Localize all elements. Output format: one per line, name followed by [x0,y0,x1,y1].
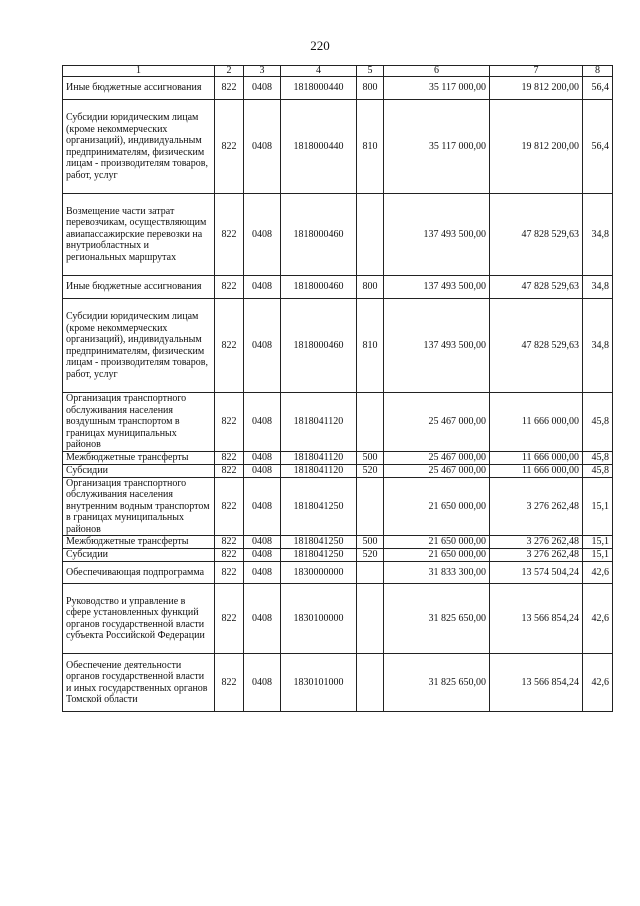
row-section-cell: 0408 [244,451,281,464]
row-type-cell: 520 [357,549,384,562]
row-type-cell [357,393,384,452]
table-row [63,549,613,562]
header-cell: 3 [244,66,281,77]
row-name-cell: Субсидии юридическим лицам (кроме некоммерческих организаций), индивидуальным предпринимателям, физическим лицам - производителям товаров, работ, услуг [63,100,215,194]
row-actual-cell: 19 812 200,00 [490,100,583,194]
header-cell: 6 [384,66,490,77]
table-row [63,477,613,536]
row-name-cell: Организация транспортного обслуживания населения воздушным транспортом в границах муниципальных районов [63,393,215,452]
table-row [63,100,613,194]
row-name-cell: Субсидии [63,464,215,477]
row-target-cell: 1830100000 [281,584,357,654]
row-code-cell: 822 [215,584,244,654]
row-plan-cell: 31 825 650,00 [384,654,490,712]
row-type-cell: 800 [357,276,384,299]
row-code-cell: 822 [215,654,244,712]
row-type-cell: 810 [357,299,384,393]
table-row [63,393,613,452]
row-type-cell [357,562,384,584]
row-section-cell: 0408 [244,654,281,712]
row-plan-cell: 31 833 300,00 [384,562,490,584]
row-name-cell: Субсидии [63,549,215,562]
row-actual-cell: 3 276 262,48 [490,477,583,536]
row-actual-cell: 47 828 529,63 [490,299,583,393]
row-name-cell: Субсидии юридическим лицам (кроме некоммерческих организаций), индивидуальным предпринимателям, физическим лицам - производителям товаров, работ, услуг [63,299,215,393]
row-percent-cell: 42,6 [583,584,613,654]
row-percent-cell: 56,4 [583,100,613,194]
row-actual-cell: 3 276 262,48 [490,536,583,549]
row-section-cell: 0408 [244,276,281,299]
row-name-cell: Иные бюджетные ассигнования [63,77,215,100]
row-section-cell: 0408 [244,464,281,477]
row-code-cell: 822 [215,393,244,452]
row-plan-cell: 35 117 000,00 [384,77,490,100]
row-percent-cell: 34,8 [583,194,613,276]
header-cell: 1 [63,66,215,77]
table-row [63,451,613,464]
row-name-cell: Межбюджетные трансферты [63,451,215,464]
row-name-cell: Обеспечивающая подпрограмма [63,562,215,584]
row-target-cell: 1818000460 [281,276,357,299]
row-section-cell: 0408 [244,393,281,452]
row-section-cell: 0408 [244,100,281,194]
row-target-cell: 1818041250 [281,536,357,549]
header-cell: 7 [490,66,583,77]
row-section-cell: 0408 [244,77,281,100]
table-row [63,584,613,654]
row-percent-cell: 56,4 [583,77,613,100]
row-plan-cell: 35 117 000,00 [384,100,490,194]
row-section-cell: 0408 [244,477,281,536]
row-actual-cell: 13 574 504,24 [490,562,583,584]
row-percent-cell: 34,8 [583,276,613,299]
row-target-cell: 1818041250 [281,549,357,562]
row-type-cell: 500 [357,536,384,549]
row-code-cell: 822 [215,276,244,299]
row-percent-cell: 15,1 [583,549,613,562]
table-row [63,464,613,477]
row-actual-cell: 47 828 529,63 [490,194,583,276]
row-code-cell: 822 [215,464,244,477]
row-actual-cell: 19 812 200,00 [490,77,583,100]
row-type-cell [357,654,384,712]
row-code-cell: 822 [215,477,244,536]
row-type-cell: 500 [357,451,384,464]
row-type-cell [357,194,384,276]
row-section-cell: 0408 [244,562,281,584]
header-cell: 2 [215,66,244,77]
row-plan-cell: 25 467 000,00 [384,451,490,464]
row-plan-cell: 137 493 500,00 [384,299,490,393]
row-percent-cell: 45,8 [583,451,613,464]
row-plan-cell: 21 650 000,00 [384,549,490,562]
row-actual-cell: 3 276 262,48 [490,549,583,562]
row-plan-cell: 21 650 000,00 [384,477,490,536]
row-code-cell: 822 [215,299,244,393]
row-target-cell: 1818041120 [281,451,357,464]
row-code-cell: 822 [215,77,244,100]
row-section-cell: 0408 [244,536,281,549]
row-type-cell: 520 [357,464,384,477]
row-target-cell: 1830101000 [281,654,357,712]
row-plan-cell: 137 493 500,00 [384,276,490,299]
row-code-cell: 822 [215,194,244,276]
row-percent-cell: 15,1 [583,536,613,549]
table-row [63,194,613,276]
row-name-cell: Иные бюджетные ассигнования [63,276,215,299]
row-code-cell: 822 [215,562,244,584]
row-plan-cell: 21 650 000,00 [384,536,490,549]
row-target-cell: 1818000440 [281,77,357,100]
table-row [63,562,613,584]
row-name-cell: Руководство и управление в сфере установленных функций органов государственной власти субъекта Российской Федерации [63,584,215,654]
row-actual-cell: 13 566 854,24 [490,584,583,654]
row-section-cell: 0408 [244,584,281,654]
budget-table [62,65,613,712]
table-body [63,66,613,712]
page-number: 220 [310,38,330,53]
row-section-cell: 0408 [244,549,281,562]
row-name-cell: Обеспечение деятельности органов государственной власти и иных государственных органов Томской области [63,654,215,712]
row-name-cell: Организация транспортного обслуживания населения внутренним водным транспортом в границах муниципальных районов [63,477,215,536]
row-name-cell: Межбюджетные трансферты [63,536,215,549]
row-plan-cell: 25 467 000,00 [384,393,490,452]
table-header-row [63,66,613,77]
row-section-cell: 0408 [244,299,281,393]
row-target-cell: 1830000000 [281,562,357,584]
row-target-cell: 1818000440 [281,100,357,194]
table-row [63,77,613,100]
row-target-cell: 1818041120 [281,393,357,452]
row-plan-cell: 25 467 000,00 [384,464,490,477]
row-type-cell [357,584,384,654]
row-target-cell: 1818000460 [281,194,357,276]
row-code-cell: 822 [215,536,244,549]
row-code-cell: 822 [215,100,244,194]
row-type-cell [357,477,384,536]
row-percent-cell: 42,6 [583,562,613,584]
row-plan-cell: 137 493 500,00 [384,194,490,276]
row-type-cell: 800 [357,77,384,100]
row-code-cell: 822 [215,451,244,464]
row-target-cell: 1818000460 [281,299,357,393]
row-percent-cell: 34,8 [583,299,613,393]
row-actual-cell: 13 566 854,24 [490,654,583,712]
row-actual-cell: 11 666 000,00 [490,464,583,477]
row-target-cell: 1818041250 [281,477,357,536]
row-actual-cell: 11 666 000,00 [490,451,583,464]
table-row [63,654,613,712]
row-percent-cell: 45,8 [583,393,613,452]
row-code-cell: 822 [215,549,244,562]
row-plan-cell: 31 825 650,00 [384,584,490,654]
row-actual-cell: 11 666 000,00 [490,393,583,452]
table-row [63,536,613,549]
row-percent-cell: 15,1 [583,477,613,536]
header-cell: 4 [281,66,357,77]
row-percent-cell: 45,8 [583,464,613,477]
row-target-cell: 1818041120 [281,464,357,477]
header-cell: 8 [583,66,613,77]
row-type-cell: 810 [357,100,384,194]
row-section-cell: 0408 [244,194,281,276]
row-actual-cell: 47 828 529,63 [490,276,583,299]
row-name-cell: Возмещение части затрат перевозчикам, осуществляющим авиапассажирские перевозки на внутриобластных и региональных маршрутах [63,194,215,276]
row-percent-cell: 42,6 [583,654,613,712]
header-cell: 5 [357,66,384,77]
table-row [63,299,613,393]
table-row [63,276,613,299]
